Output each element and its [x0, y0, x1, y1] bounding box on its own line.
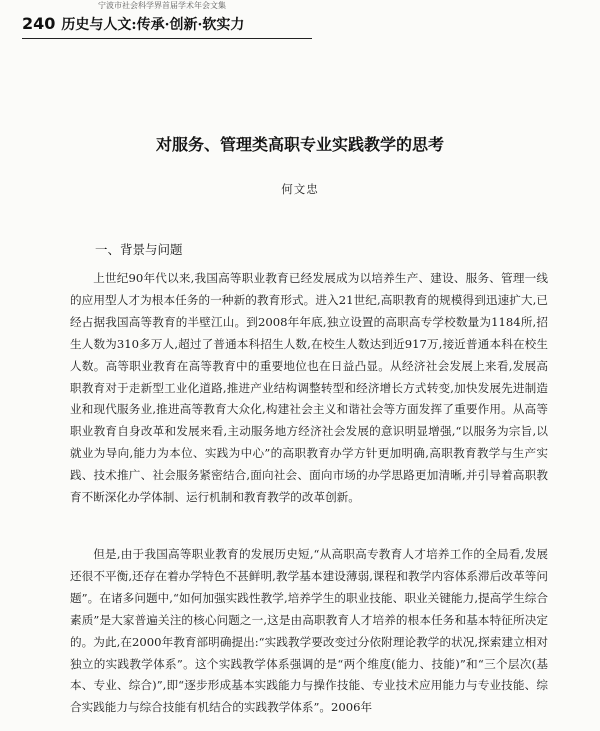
- body-paragraph-2: 但是,由于我国高等职业教育的发展历史短,“从高职高专教育人才培养工作的全局看,发展还很不平衡,还存在着办学特色不甚鲜明,教学基本建设薄弱,课程和教学内容体系滞后改革等问题”。在诸多问题中,“如何加强实践性教学,培养学生的职业技能、职业关键能力,提高学生综合素质”是大家普遍关注的核心问题之一,这是由高职教育人才培养的根本任务和基本特征所决定的。为此,在2000年教育部明确提出:“实践教学要改变过分依附理论教学的状况,探索建立相对独立的实践教学体系”。这个实践教学体系强调的是“两个维度(能力、技能)”和“三个层次(基本、专业、综合)”,即“逐步形成基本实践能力与操作技能、专业技术应用能力与专业技能、综合实践能力与综合技能有机结合的实践教学体系”。2006年: [70, 547, 548, 715]
- running-head: 宁波市社会科学界首届学术年会文集: [98, 1, 226, 10]
- article-title: 对服务、管理类高职专业实践教学的思考: [155, 135, 444, 154]
- body-paragraph-1: 上世纪90年代以来,我国高等职业教育已经发展成为以培养生产、建设、服务、管理一线的应用型人才为根本任务的一种新的教育形式。进入21世纪,高职教育的规模得到迅速扩大,已经占据我国高等教育的半壁江山。到2008年年底,独立设置的高职高专学校数量为1184所,招生人数为310多万人,超过了普通本科招生人数,在校生人数达到近917万,接近普通本科在校生人数。高等职业教育在高等教育中的重要地位也在日益凸显。从经济社会发展上来看,发展高职教育对于走新型工业化道路,推进产业结构调整转型和经济增长方式转变,加快发展先进制造业和现代服务业,推进高等教育大众化,构建社会主义和谐社会等方面发挥了重要作用。从高等职业教育自身改革和发展来看,主动服务地方经济社会发展的意识明显增强,“以服务为宗旨,以就业为导向,能力为本位、实践为中心”的高职教育办学方针更加明确,高职教育教学与生产实践、技术推广、社会服务紧密结合,面向社会、面向市场的办学思路更加清晰,并引导着高职教育不断深化办学体制、运行机制和教育教学的改革创新。: [70, 271, 548, 505]
- page-header: [22, 14, 312, 38]
- section-heading: 一、背景与问题: [95, 242, 183, 257]
- journal-column-title: 历史与人文:传承·创新·软实力: [61, 17, 245, 33]
- page-number: 240: [22, 14, 56, 33]
- author-name: 何文忠: [281, 182, 319, 196]
- header-rule: [22, 38, 312, 39]
